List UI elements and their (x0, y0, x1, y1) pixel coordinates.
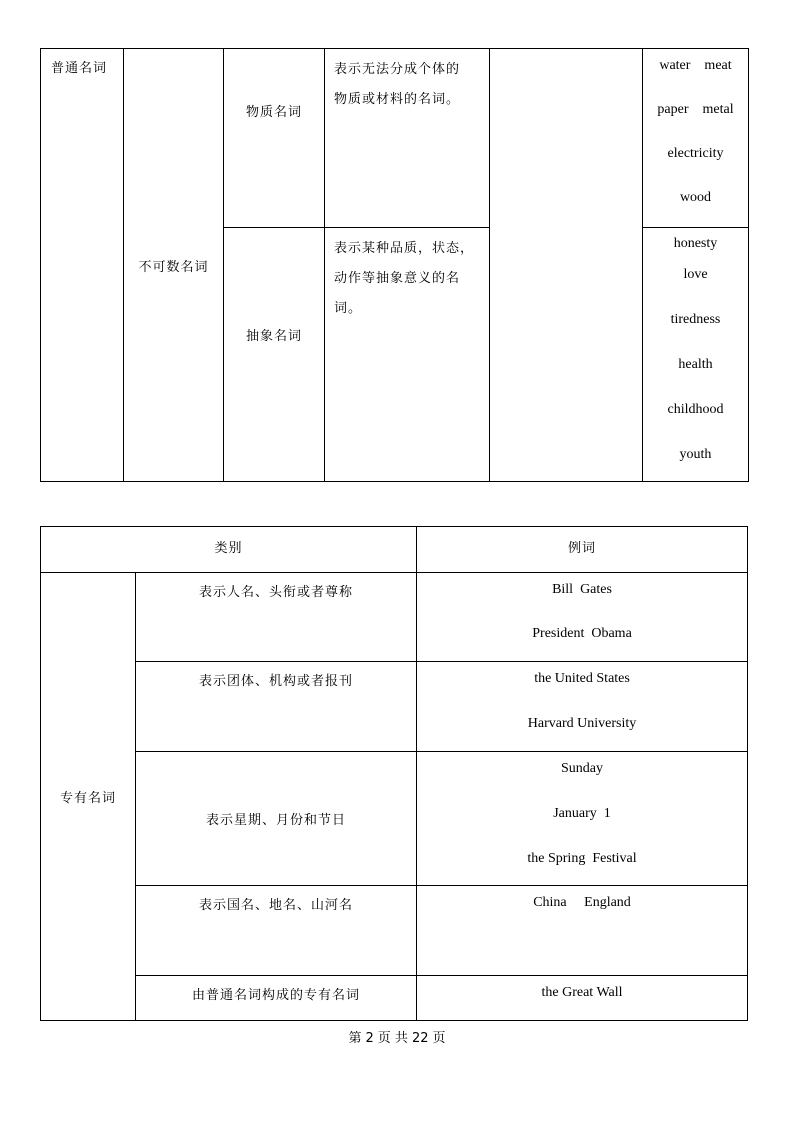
header-category: 类别 (214, 541, 243, 556)
abstract-examples (643, 228, 749, 482)
example-word: January 1 (553, 806, 611, 821)
example-word: President Obama (532, 626, 632, 641)
footer-middle: 页 共 (377, 1031, 408, 1046)
example-word: love (683, 267, 708, 282)
example-word: paper metal (657, 102, 734, 117)
footer-total: 22 (411, 1031, 429, 1046)
desc-line: 词。 (334, 301, 363, 316)
material-noun-cell (224, 49, 325, 228)
example-word: Bill Gates (552, 582, 612, 597)
example-word: Harvard University (527, 716, 637, 731)
empty-cell (490, 49, 643, 482)
row-desc (136, 886, 417, 976)
uncountable-noun-label: 不可数名词 (138, 259, 209, 275)
row-desc-text: 表示人名、头衔或者尊称 (199, 585, 354, 600)
uncountable-noun-table (40, 48, 749, 482)
row-examples (417, 886, 748, 976)
example-word: water meat (659, 58, 732, 73)
row-desc (136, 573, 417, 662)
row-desc-text: 表示国名、地名、山河名 (199, 898, 354, 913)
example-word: honesty (673, 236, 718, 251)
proper-noun-table (40, 526, 748, 1021)
material-noun-label: 物质名词 (245, 105, 302, 120)
row-examples (417, 662, 748, 752)
row-desc (136, 976, 417, 1021)
example-word: health (678, 357, 713, 372)
desc-line: 动作等抽象意义的名 (334, 271, 461, 286)
example-word: the Spring Festival (527, 851, 637, 866)
common-noun-label: 普通名词 (51, 61, 108, 76)
example-word: the Great Wall (541, 985, 623, 1000)
proper-noun-cell (41, 573, 136, 1021)
footer-page: 2 (365, 1031, 374, 1046)
page-footer (0, 1027, 794, 1046)
abstract-noun-desc (325, 228, 490, 482)
example-word: tiredness (670, 312, 721, 327)
desc-line: 表示无法分成个体的 (334, 62, 461, 77)
example-word: the United States (534, 671, 630, 686)
example-word: Sunday (561, 761, 604, 776)
example-word: wood (679, 190, 712, 205)
example-word: China England (533, 895, 631, 910)
footer-prefix: 第 (348, 1031, 362, 1046)
row-examples (417, 752, 748, 886)
example-word: youth (679, 447, 712, 462)
header-examples: 例词 (568, 541, 597, 556)
proper-noun-label: 专有名词 (59, 791, 116, 806)
desc-line: 表示某种品质，状态， (334, 241, 475, 256)
example-word: childhood (667, 402, 724, 417)
row-examples (417, 573, 748, 662)
row-examples (417, 976, 748, 1021)
material-noun-desc (325, 49, 490, 228)
material-examples (643, 49, 749, 228)
row-desc-text: 表示团体、机构或者报刊 (199, 674, 354, 689)
common-noun-cell (41, 49, 124, 482)
example-word: electricity (667, 146, 724, 161)
header-category-cell (41, 527, 417, 573)
row-desc (136, 662, 417, 752)
row-desc-text: 由普通名词构成的专有名词 (192, 988, 361, 1003)
header-examples-cell (417, 527, 748, 573)
abstract-noun-cell (224, 228, 325, 482)
desc-line: 物质或材料的名词。 (334, 92, 461, 107)
row-desc-text: 表示星期、月份和节日 (206, 813, 347, 828)
footer-suffix: 页 (432, 1031, 446, 1046)
abstract-noun-label: 抽象名词 (245, 329, 302, 344)
row-desc (136, 752, 417, 886)
uncountable-noun-cell (124, 49, 224, 482)
